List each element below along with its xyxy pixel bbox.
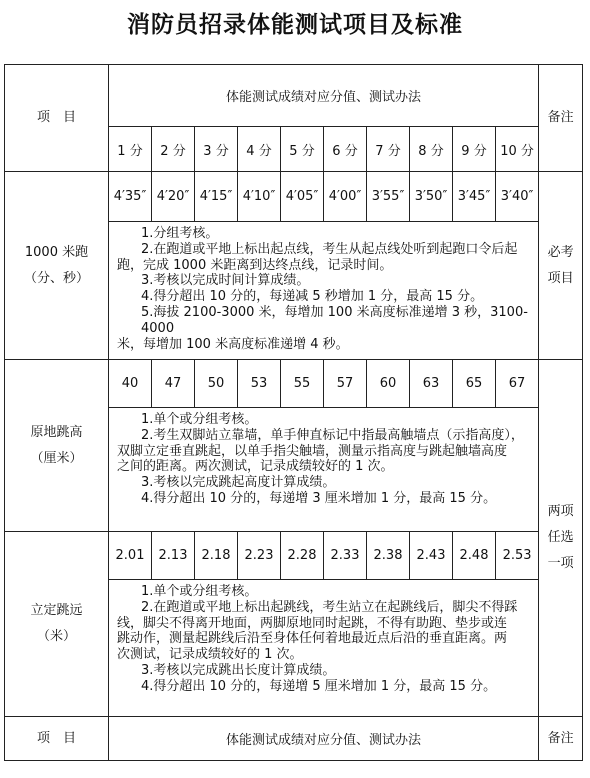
footer-note-cell [539,717,583,761]
method-line: 3.考核以完成跳出长度计算成绩。 [141,662,336,678]
method-line: 5.海拔 2100-3000 米，每增加 100 米高度标准递增 3 秒，3100-4000 [141,304,528,336]
score-value-cell: 4′15″ [195,172,238,222]
method-line: 双脚立定垂直跳起，以单手指尖触墙，测量示指高度与跳起触墙高度 [117,443,508,459]
score-value-cell: 47 [152,360,195,408]
score-value-cell: 50 [195,360,238,408]
score-value-cell: 53 [238,360,281,408]
jump-values-row [5,360,583,408]
score-header-cell: 10 分 [496,127,539,172]
longjump-values-row [5,532,583,580]
header-project-cell [5,65,109,172]
score-header-cell: 4 分 [238,127,281,172]
method-line: 1.分组考核。 [141,226,219,241]
method-line: 1.单个或分组考核。 [141,412,258,427]
score-value-cell: 63 [410,360,453,408]
footer-project-cell [5,717,109,761]
score-value-cell: 4′35″ [109,172,152,222]
note-optional-line3: 一项 [547,556,574,571]
footer-row [5,717,583,761]
score-value-cell: 60 [367,360,410,408]
score-value-cell: 2.23 [238,532,281,580]
header-center-cell [109,65,539,127]
header-project-label: 项 目 [36,110,76,125]
footer-project-label: 项 目 [36,730,76,746]
score-value-cell: 65 [453,360,496,408]
item-highjump-unit: （厘米） [30,450,83,466]
score-header-cell: 5 分 [281,127,324,172]
score-value-cell: 2.53 [496,532,539,580]
item-run-name-cell [5,172,109,360]
score-header-cell: 9 分 [453,127,496,172]
item-longjump-unit: （米） [36,629,76,644]
score-value-cell: 3′50″ [410,172,453,222]
note-required-cell [539,172,583,360]
score-value-cell: 2.48 [453,532,496,580]
score-value-cell: 2.43 [410,532,453,580]
method-line: 4.得分超出 10 分的，每递减 5 秒增加 1 分，最高 15 分。 [141,289,484,305]
method-line: 2.考生双脚站立靠墙，单手伸直标记中指最高触墙点（示指高度）， [141,427,524,443]
footer-center-cell [109,717,539,761]
note-required-line1: 必考 [547,244,574,260]
score-value-cell: 40 [109,360,152,408]
method-line: 次测试，记录成绩较好的 1 次。 [117,647,303,663]
header-note-label: 备注 [547,110,574,125]
item-run-unit: （分、秒） [23,270,89,286]
score-value-cell: 2.18 [195,532,238,580]
longjump-method-cell [109,580,539,717]
method-line: 2.在跑道或平地上标出起跳线，考生站立在起跳线后，脚尖不得踩 [141,599,518,615]
standards-table [4,64,583,761]
score-value-cell: 2.28 [281,532,324,580]
score-value-cell: 4′05″ [281,172,324,222]
note-optional-line1: 两项 [547,504,574,519]
method-line: 之间的距离。两次测试，记录成绩较好的 1 次。 [117,459,394,475]
score-value-cell: 55 [281,360,324,408]
score-value-cell: 57 [324,360,367,408]
note-required-line2: 项目 [547,270,574,286]
score-header-cell: 2 分 [152,127,195,172]
run-method-cell [109,222,539,360]
document-title: 消防员招录体能测试项目及标准 [127,11,463,38]
score-value-cell: 2.01 [109,532,152,580]
header-center-label: 体能测试成绩对应分值、测试办法 [226,90,422,105]
score-header-cell: 3 分 [195,127,238,172]
score-value-cell: 3′40″ [496,172,539,222]
item-longjump-name-cell [5,532,109,717]
score-value-cell: 67 [496,360,539,408]
highjump-method-cell [109,408,539,532]
score-value-cell: 3′55″ [367,172,410,222]
score-value-cell: 4′00″ [324,172,367,222]
score-value-cell: 3′45″ [453,172,496,222]
item-highjump-name-cell [5,360,109,532]
score-value-cell: 4′20″ [152,172,195,222]
score-value-cell: 2.33 [324,532,367,580]
header-note-cell [539,65,583,172]
score-value-cell: 4′10″ [238,172,281,222]
footer-note-label: 备注 [547,730,574,746]
note-optional-line2: 任选 [547,530,574,545]
score-value-cell: 2.13 [152,532,195,580]
score-header-cell: 1 分 [109,127,152,172]
score-header-cell: 8 分 [410,127,453,172]
score-header-cell: 7 分 [367,127,410,172]
method-line: 4.得分超出 10 分的，每递增 3 厘米增加 1 分，最高 15 分。 [141,490,497,506]
method-line: 线，脚尖不得离开地面，两脚原地同时起跳，不得有助跑、垫步或连 [117,615,508,631]
score-value-cell: 2.38 [367,532,410,580]
footer-center-label: 体能测试成绩对应分值、测试办法 [226,733,422,748]
method-line: 跑，完成 1000 米距离到达终点线，记录时间。 [117,257,393,273]
score-header-cell: 6 分 [324,127,367,172]
method-line: 跳动作，测量起跳线后沿至身体任何着地最近点后沿的垂直距离。两 [117,631,508,647]
item-highjump-name: 原地跳高 [30,424,83,440]
method-line: 3.考核以完成时间计算成绩。 [141,273,310,289]
run-values-row [5,172,583,222]
item-run-name: 1000 米跑 [24,244,89,260]
item-longjump-name: 立定跳远 [30,603,83,618]
note-optional-cell [539,360,583,717]
method-line: 2.在跑道或平地上标出起点线，考生从起点线处听到起跑口令后起 [141,241,518,257]
method-line: 1.单个或分组考核。 [141,584,258,599]
method-line: 3.考核以完成跳起高度计算成绩。 [141,475,336,491]
method-line: 4.得分超出 10 分的，每递增 5 厘米增加 1 分，最高 15 分。 [141,678,497,694]
method-line: 米，每增加 100 米高度标准递增 4 秒。 [117,336,349,352]
